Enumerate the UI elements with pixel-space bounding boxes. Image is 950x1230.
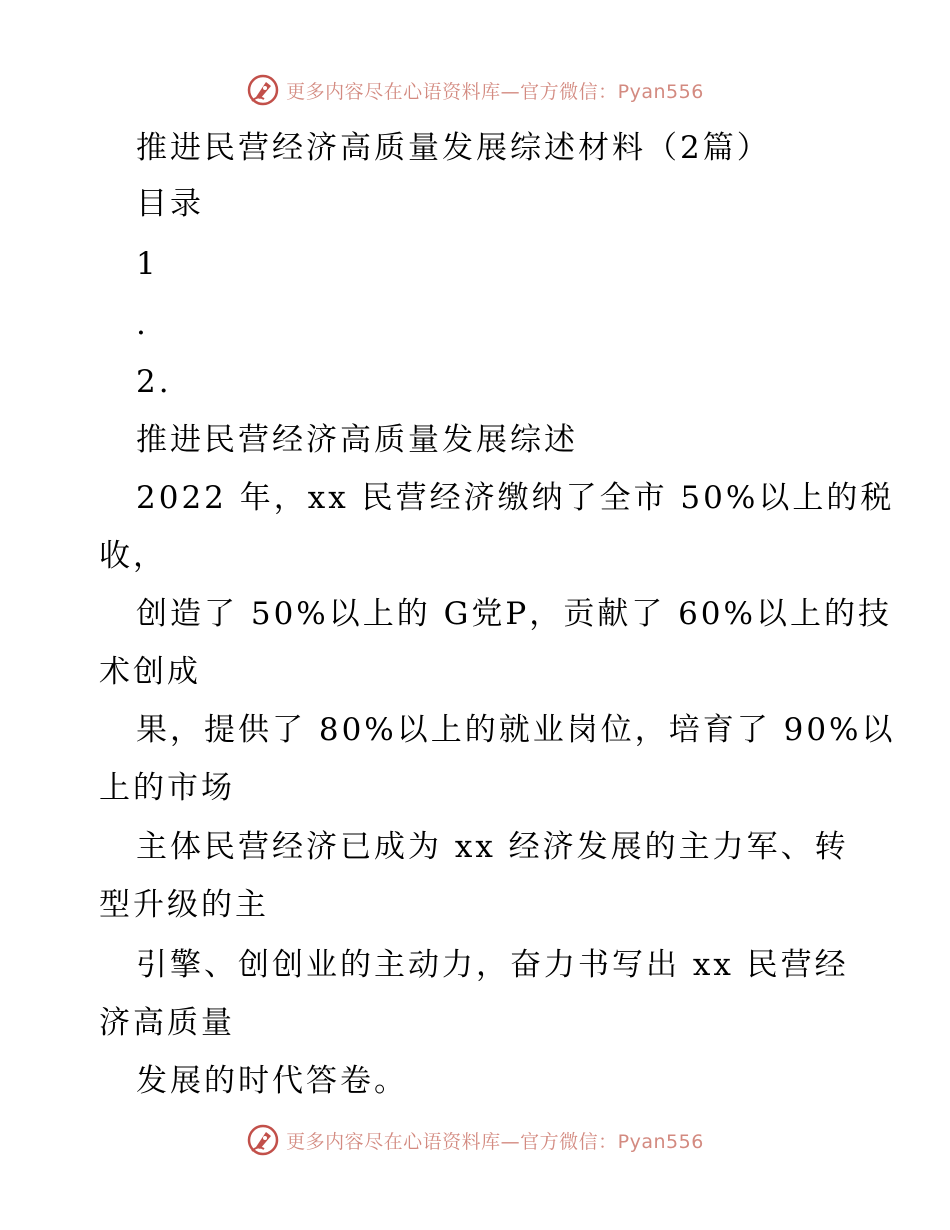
footer-watermark-text: 更多内容尽在心语资料库—官方微信：Pyan556 [286, 1130, 704, 1153]
paragraph-line: 术创成 [99, 654, 201, 690]
pen-nib-circle-icon [246, 1123, 280, 1157]
paragraph-line: 发展的时代答卷。 [136, 1063, 408, 1099]
toc-item-2: 2. [136, 364, 172, 400]
paragraph-line: 收， [99, 538, 167, 574]
paragraph-line: 创造了 50%以上的 G党P，贡献了 60%以上的技 [136, 596, 892, 632]
paragraph-line: 引擎、创创业的主动力，奋力书写出 xx 民营经 [136, 947, 849, 983]
pen-nib-circle-icon [246, 73, 280, 107]
toc-item-1: 1 [136, 246, 159, 282]
paragraph-line: 济高质量 [99, 1005, 235, 1041]
paragraph-line: 果，提供了 80%以上的就业岗位，培育了 90%以 [136, 712, 896, 748]
section-heading: 推进民营经济高质量发展综述 [136, 422, 578, 458]
header-watermark-text: 更多内容尽在心语资料库—官方微信：Pyan556 [286, 80, 704, 103]
toc-heading: 目录 [136, 186, 204, 222]
document-title: 推进民营经济高质量发展综述材料（2篇） [136, 130, 771, 166]
paragraph-line: 主体民营经济已成为 xx 经济发展的主力军、转 [136, 829, 849, 865]
header-watermark-banner [0, 70, 950, 110]
toc-dot: . [136, 306, 149, 342]
paragraph-line: 型升级的主 [99, 887, 269, 923]
footer-watermark-banner [0, 1120, 950, 1160]
paragraph-line: 2022 年，xx 民营经济缴纳了全市 50%以上的税 [136, 480, 895, 516]
paragraph-line: 上的市场 [99, 770, 235, 806]
